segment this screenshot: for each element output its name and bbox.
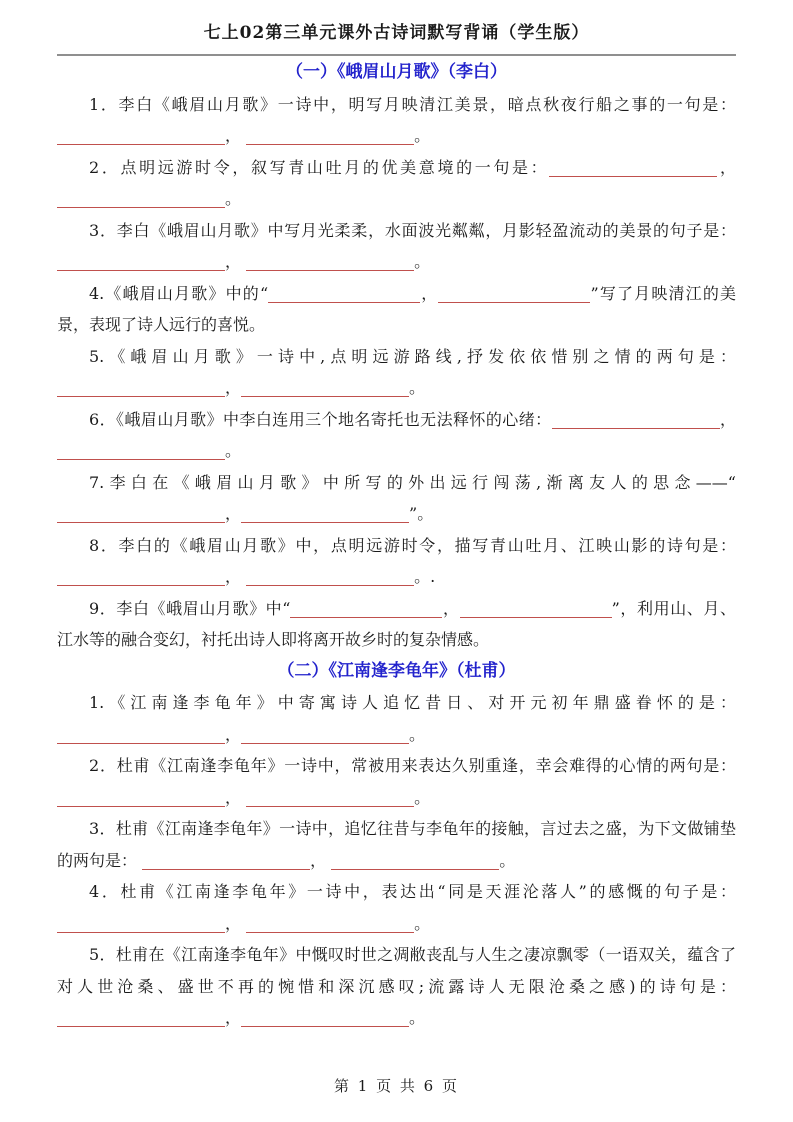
- document-header: [0, 0, 793, 46]
- question: [57, 341, 736, 404]
- answer-blank[interactable]: [57, 792, 225, 807]
- question-text: 。: [499, 850, 516, 870]
- question-text: ”。: [409, 504, 434, 523]
- answer-blank[interactable]: [57, 1012, 225, 1027]
- answer-blank[interactable]: [57, 445, 225, 460]
- answer-blank[interactable]: [57, 729, 225, 744]
- answer-blank[interactable]: [246, 256, 414, 271]
- page-footer: [0, 1075, 793, 1096]
- question-text: ”，利用山、月、江水等的融合变幻，衬托出诗人即将离开故乡时的复杂情感。: [57, 598, 736, 649]
- question-text: 2．点明远游时令，叙写青山吐月的优美意境的一句是：: [89, 157, 550, 177]
- answer-blank[interactable]: [57, 193, 225, 208]
- question: [57, 467, 736, 530]
- document-body: [0, 56, 793, 1034]
- answer-blank[interactable]: [552, 414, 720, 429]
- question-text: 4.《峨眉山月歌》中的“: [89, 283, 269, 303]
- answer-blank[interactable]: [57, 571, 225, 586]
- answer-blank[interactable]: [241, 1012, 409, 1027]
- question-text: ，: [225, 1008, 242, 1027]
- question-text: ，: [225, 913, 247, 933]
- question: [57, 215, 736, 278]
- section-title: （一）《峨眉山月歌》（李白）: [286, 62, 507, 82]
- question: [57, 876, 736, 939]
- question-text: 5．杜甫在《江南逢李龟年》中慨叹时世之凋敝丧乱与人生之凄凉飘零（一语双关，蕴含了对人世沧桑、盛世不再的惋惜和深沉感叹;流露诗人无限沧桑之感)的诗句是：: [57, 945, 736, 996]
- question-text: 1．李白《峨眉山月歌》一诗中，明写月映清江美景，暗点秋夜行船之事的一句是：: [89, 94, 736, 114]
- answer-blank[interactable]: [246, 792, 414, 807]
- question-text: 9．李白《峨眉山月歌》中“: [89, 598, 291, 618]
- answer-blank[interactable]: [290, 603, 442, 618]
- answer-blank[interactable]: [142, 855, 310, 870]
- question-text: 。: [414, 126, 431, 145]
- question-text: ，: [225, 378, 242, 397]
- question-text: 6．《峨眉山月歌》中李白连用三个地名寄托也无法释怀的心绪：: [89, 409, 552, 429]
- answer-blank[interactable]: [246, 918, 414, 933]
- question-text: 3．杜甫《江南逢李龟年》一诗中，追忆往昔与李龟年的接触，言过去之盛，为下文做铺垫的两句是：: [57, 819, 736, 870]
- question-text: ，: [225, 567, 247, 586]
- answer-blank[interactable]: [331, 855, 499, 870]
- question-text: 。: [409, 378, 426, 397]
- answer-blank[interactable]: [460, 603, 612, 618]
- question-text: ，: [225, 787, 247, 807]
- question-text: ，: [442, 598, 460, 618]
- question: [57, 750, 736, 813]
- answer-blank[interactable]: [57, 256, 225, 271]
- question: [57, 939, 736, 1034]
- answer-blank[interactable]: [241, 508, 409, 523]
- question-text: 2．杜甫《江南逢李龟年》一诗中，常被用来表达久别重逢，幸会难得的心情的两句是：: [89, 756, 736, 775]
- answer-blank[interactable]: [241, 729, 409, 744]
- question-text: 。: [225, 189, 242, 208]
- page-title: 七上02第三单元课外古诗词默写背诵（学生版）: [203, 23, 590, 43]
- question-text: ，: [225, 126, 247, 145]
- question: [57, 278, 736, 341]
- question-text: 1.《江南逢李龟年》中寄寓诗人追忆昔日、对开元初年鼎盛眷怀的是：: [89, 693, 736, 712]
- question-text: 3．李白《峨眉山月歌》中写月光柔柔，水面波光粼粼，月影轻盈流动的美景的句子是：: [89, 220, 736, 240]
- answer-blank[interactable]: [268, 288, 420, 303]
- question-text: 。.: [414, 567, 436, 586]
- question: [57, 687, 736, 750]
- question-text: 5.《峨眉山月歌》一诗中,点明远游路线,抒发依依惜别之情的两句是：: [89, 346, 736, 366]
- answer-blank[interactable]: [57, 382, 225, 397]
- question-text: 8．李白的《峨眉山月歌》中，点明远游时令，描写青山吐月、江映山影的诗句是：: [89, 535, 736, 555]
- answer-blank[interactable]: [246, 130, 414, 145]
- question-text: ，: [310, 850, 332, 870]
- question: [57, 813, 736, 876]
- question-text: 。: [409, 724, 426, 744]
- question: [57, 530, 736, 593]
- question-text: 4．杜甫《江南逢李龟年》一诗中，表达出“同是天涯沦落人”的感慨的句子是：: [89, 882, 736, 901]
- answer-blank[interactable]: [57, 508, 225, 523]
- question-text: 。: [414, 252, 431, 271]
- answer-blank[interactable]: [246, 571, 414, 586]
- question-text: 7.李白在《峨眉山月歌》中所写的外出远行闯荡,渐离友人的思念——“: [89, 472, 736, 492]
- answer-blank[interactable]: [438, 288, 590, 303]
- question: [57, 593, 736, 656]
- answer-blank[interactable]: [57, 918, 225, 933]
- section-title: （二）《江南逢李龟年》（杜甫）: [277, 660, 516, 681]
- question-text: 。: [414, 913, 431, 933]
- question-text: 。: [409, 1008, 426, 1027]
- answer-blank[interactable]: [549, 162, 717, 177]
- question-text: ，: [225, 252, 247, 271]
- question-text: ，: [225, 504, 242, 523]
- answer-blank[interactable]: [57, 130, 225, 145]
- page-number: 第 1 页 共 6 页: [334, 1077, 459, 1095]
- question-text: ，: [420, 283, 439, 303]
- question-text: 。: [414, 787, 431, 807]
- question-text: ，: [225, 724, 242, 744]
- question: [57, 89, 736, 152]
- question: [57, 152, 736, 215]
- question-text: ，: [719, 409, 736, 429]
- question-text: ”写了月映清江的美景，表现了诗人远行的喜悦。: [57, 283, 736, 334]
- question-text: 。: [225, 441, 242, 460]
- question-text: ，: [717, 157, 736, 177]
- answer-blank[interactable]: [241, 382, 409, 397]
- question: [57, 404, 736, 467]
